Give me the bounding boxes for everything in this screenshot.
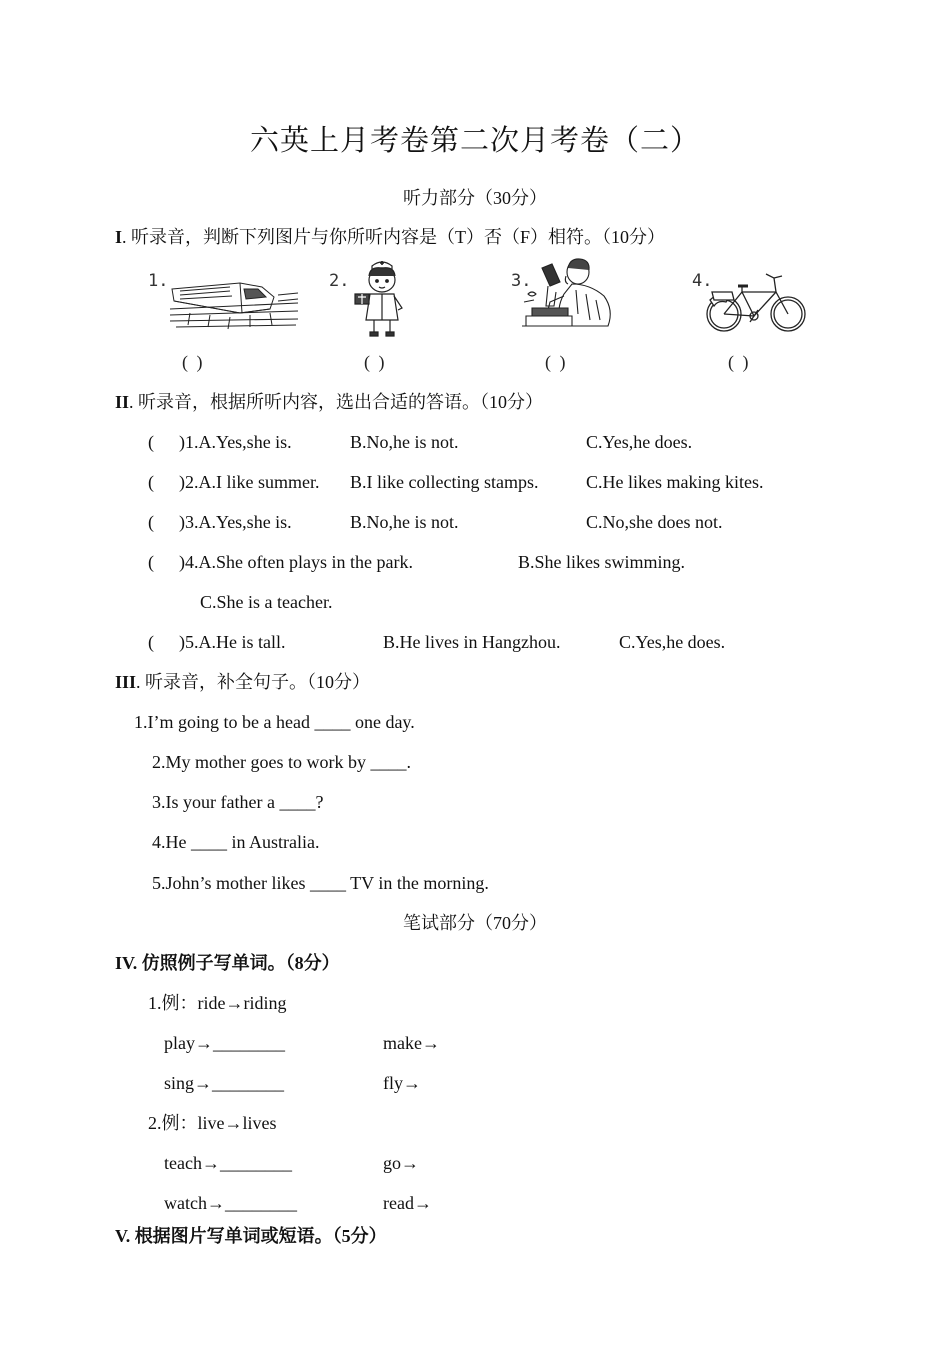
q2-4-option-a: )4.A.She often plays in the park. (179, 552, 413, 572)
train-icon (170, 275, 300, 335)
q3-sentence-2: 2.My mother goes to work by ____. (152, 752, 411, 772)
q3-sentence-5: 5.John’s mother likes ____ TV in the morning. (152, 873, 489, 893)
section-3-number: III (115, 672, 137, 692)
section-5-number: V (115, 1226, 126, 1246)
q2-2-option-b: B.I like collecting stamps. (350, 472, 539, 492)
q3-sentence-3: 3.Is your father a ____? (152, 792, 324, 812)
q2-5-option-b: B.He lives in Hangzhou. (383, 632, 561, 652)
picture-2-number: 2. (329, 271, 350, 291)
example-2: 2.例：live→lives (148, 1113, 277, 1133)
q3-sentence-1: 1.I’m going to be a head ____ one day. (134, 712, 415, 732)
word-watch[interactable]: watch→________ (164, 1193, 297, 1213)
section-5-instruction: . 根据图片写单词或短语。（5分） (125, 1226, 387, 1246)
section-4-instruction: . 仿照例子写单词。（8分） (132, 953, 340, 973)
q2-2-option-c: C.He likes making kites. (586, 472, 764, 492)
section-2-heading (115, 393, 543, 411)
q2-4-option-b: B.She likes swimming. (518, 552, 686, 572)
picture-1-answer[interactable]: ( ) (182, 352, 205, 372)
word-read[interactable]: read→ (383, 1193, 432, 1213)
q2-3-option-a: )3.A.Yes,she is. (179, 512, 292, 532)
listening-header: 听力部分（30分） (403, 188, 547, 208)
q2-2-option-a: )2.A.I like summer. (179, 472, 320, 492)
word-make[interactable]: make→ (383, 1033, 440, 1053)
q2-5-option-c: C.Yes,he does. (619, 632, 726, 652)
word-play[interactable]: play→________ (164, 1033, 285, 1053)
page-title: 六英上月考卷第二次月考卷（二） (249, 125, 700, 157)
section-4-heading (115, 954, 340, 972)
picture-2-answer[interactable]: ( ) (364, 352, 387, 372)
section-1-instruction: . 听录音，判断下列图片与你所听内容是（T）否（F）相符。（10分） (122, 227, 666, 247)
section-3-instruction: . 听录音，补全句子。（10分） (136, 672, 371, 692)
bicycle-icon (704, 270, 808, 336)
q2-4-paren[interactable]: ( (148, 552, 154, 572)
q3-sentence-4: 4.He ____ in Australia. (152, 832, 320, 852)
q2-1-option-a: )1.A.Yes,she is. (179, 432, 292, 452)
q2-5-paren[interactable]: ( (148, 632, 154, 652)
section-1-heading (115, 228, 665, 246)
section-5-heading (115, 1227, 387, 1245)
picture-3-number: 3. (511, 271, 532, 291)
picture-4-number: 4. (692, 271, 713, 291)
nurse-icon (352, 258, 412, 340)
q2-1-option-b: B.No,he is not. (350, 432, 459, 452)
q2-3-option-b: B.No,he is not. (350, 512, 459, 532)
word-fly[interactable]: fly→ (383, 1073, 421, 1093)
q2-2-paren[interactable]: ( (148, 472, 154, 492)
writing-header: 笔试部分（70分） (403, 913, 547, 933)
q2-3-option-c: C.No,she does not. (586, 512, 723, 532)
picture-1-number: 1. (148, 271, 169, 291)
section-1-number: I (115, 227, 123, 247)
section-2-number: II (115, 392, 130, 412)
section-2-instruction: . 听录音，根据所听内容，选出合适的答语。（10分） (129, 392, 544, 412)
q2-1-option-c: C.Yes,he does. (586, 432, 693, 452)
example-1: 1.例：ride→riding (148, 993, 287, 1013)
section-3-heading (115, 673, 370, 691)
picture-4-answer[interactable]: ( ) (728, 352, 751, 372)
q2-4-option-c: C.She is a teacher. (200, 592, 333, 612)
word-go[interactable]: go→ (383, 1153, 419, 1173)
scientist-microscope-icon (520, 254, 616, 338)
q2-5-option-a: )5.A.He is tall. (179, 632, 286, 652)
q2-1-paren[interactable]: ( (148, 432, 154, 452)
q2-3-paren[interactable]: ( (148, 512, 154, 532)
word-sing[interactable]: sing→________ (164, 1073, 285, 1093)
word-teach[interactable]: teach→________ (164, 1153, 292, 1173)
picture-3-answer[interactable]: ( ) (545, 352, 568, 372)
section-4-number: IV (115, 953, 133, 973)
